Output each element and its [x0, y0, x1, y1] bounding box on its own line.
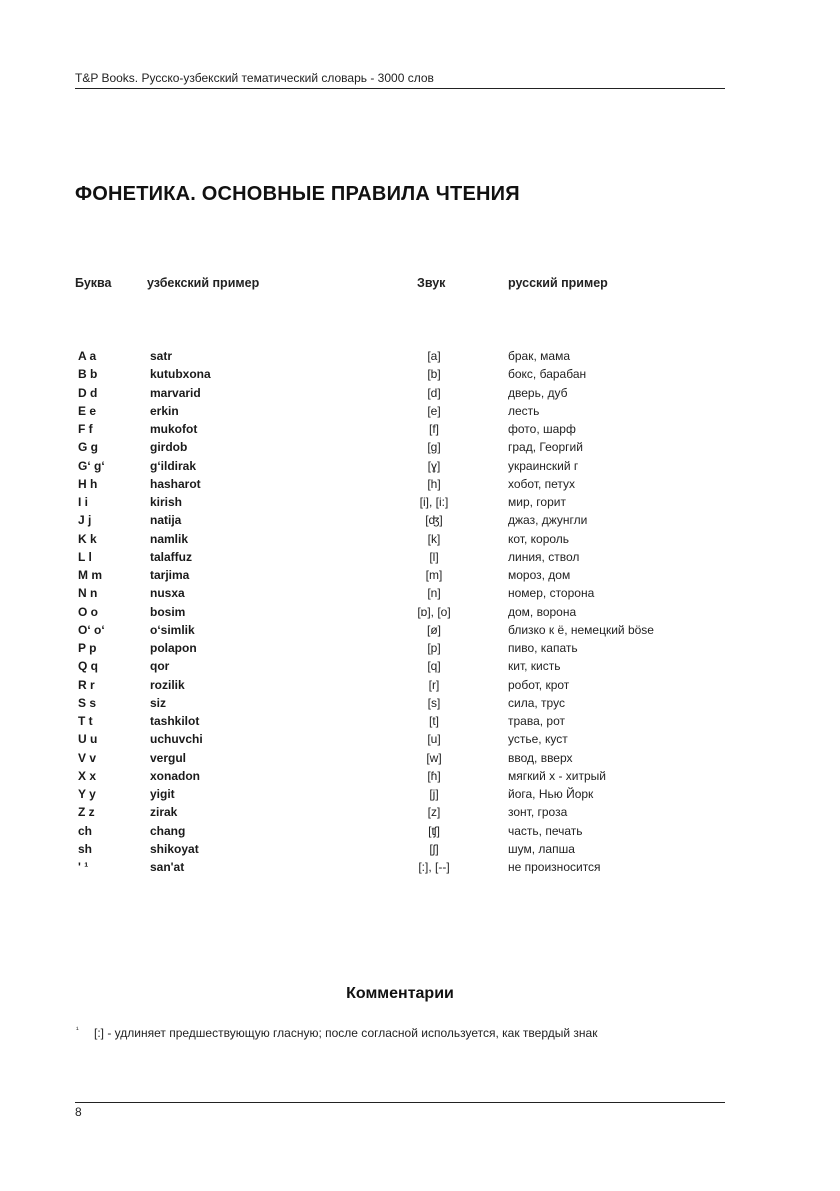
table-row: [0, 365, 840, 383]
letter-cell: ch: [78, 823, 93, 838]
russian-example-cell: бокс, барабан: [508, 367, 587, 382]
table-row: [0, 749, 840, 767]
uzbek-example-cell: bosim: [150, 604, 186, 619]
sound-cell: [a]: [427, 349, 441, 363]
uzbek-example-cell: satr: [150, 349, 173, 363]
letter-cell: Y y: [78, 787, 96, 801]
uzbek-example-cell: shikoyat: [150, 841, 199, 856]
letter-cell: H h: [78, 476, 98, 491]
uzbek-example-cell: tarjima: [150, 568, 190, 582]
letter-cell: sh: [78, 841, 93, 856]
uzbek-example-cell: rozilik: [150, 677, 185, 692]
russian-example-cell: кит, кисть: [508, 659, 561, 674]
uzbek-example-cell: natija: [150, 513, 182, 528]
sound-cell: [g]: [427, 440, 441, 455]
sound-cell: [f]: [428, 422, 439, 436]
russian-example-cell: кот, король: [508, 531, 570, 546]
sound-cell: [ɣ]: [427, 458, 441, 473]
sound-cell: [:], [--]: [418, 860, 450, 874]
table-row: [0, 402, 840, 420]
letter-cell: J j: [78, 513, 92, 528]
letter-cell: G g: [78, 440, 98, 455]
table-row: [0, 511, 840, 529]
russian-example-cell: близко к ё, немецкий böse: [508, 622, 654, 637]
sound-cell: [i], [i:]: [419, 495, 449, 509]
letter-cell: M m: [78, 568, 102, 582]
table-row: [0, 438, 840, 456]
letter-cell: ' ¹: [78, 860, 89, 874]
sound-cell: [ɦ]: [427, 768, 441, 783]
phonetics-table: [0, 347, 840, 876]
uzbek-example-cell: marvarid: [150, 385, 201, 400]
letter-cell: T t: [78, 714, 93, 728]
footer-rule: [75, 1102, 725, 1103]
letter-cell: K k: [78, 531, 97, 546]
table-row: [0, 676, 840, 694]
table-row: [0, 384, 840, 402]
russian-example-cell: сила, трус: [508, 695, 565, 710]
column-header-russian-example: русский пример: [508, 276, 608, 290]
letter-cell: P p: [78, 641, 97, 655]
letter-cell: F f: [78, 422, 93, 436]
sound-cell: [h]: [427, 476, 441, 491]
sound-cell: [j]: [429, 787, 439, 801]
sound-cell: [w]: [426, 750, 442, 765]
russian-example-cell: йога, Нью Йорк: [508, 787, 594, 801]
sound-cell: [e]: [427, 403, 441, 418]
letter-cell: E e: [78, 403, 97, 418]
uzbek-example-cell: erkin: [150, 403, 179, 418]
table-row: [0, 803, 840, 821]
russian-example-cell: устье, куст: [508, 732, 568, 747]
uzbek-example-cell: xonadon: [150, 768, 200, 783]
russian-example-cell: брак, мама: [508, 349, 570, 363]
column-header-uzbek-example: узбекский пример: [147, 276, 260, 290]
uzbek-example-cell: chang: [150, 823, 186, 838]
sound-cell: [m]: [425, 568, 443, 582]
sound-cell: [ɒ], [o]: [417, 604, 451, 619]
letter-cell: I i: [78, 495, 89, 509]
letter-cell: Z z: [78, 805, 95, 820]
column-header-sound: Звук: [417, 276, 446, 290]
letter-cell: R r: [78, 677, 95, 692]
sound-cell: [ø]: [427, 622, 441, 637]
letter-cell: G‘ g‘: [78, 458, 105, 473]
uzbek-example-cell: tashkilot: [150, 714, 200, 728]
russian-example-cell: линия, ствол: [508, 549, 580, 564]
header-rule: [75, 88, 725, 89]
table-row: [0, 785, 840, 803]
letter-cell: L l: [78, 549, 92, 564]
russian-example-cell: фото, шарф: [508, 422, 576, 436]
russian-example-cell: зонт, гроза: [508, 805, 568, 820]
table-row: [0, 767, 840, 785]
uzbek-example-cell: hasharot: [150, 476, 201, 491]
letter-cell: O o: [78, 604, 98, 619]
table-row: [0, 840, 840, 858]
russian-example-cell: мягкий х - хитрый: [508, 768, 606, 783]
russian-example-cell: шум, лапша: [508, 841, 575, 856]
uzbek-example-cell: girdob: [150, 440, 188, 455]
uzbek-example-cell: namlik: [150, 531, 189, 546]
uzbek-example-cell: o‘simlik: [150, 622, 195, 637]
column-header-letter: Буква: [75, 276, 112, 290]
russian-example-cell: робот, крот: [508, 677, 570, 692]
uzbek-example-cell: g‘ildirak: [150, 458, 197, 473]
sound-cell: [p]: [427, 641, 441, 655]
letter-cell: D d: [78, 385, 98, 400]
russian-example-cell: часть, печать: [508, 823, 583, 838]
uzbek-example-cell: nusxa: [150, 586, 185, 601]
russian-example-cell: хобот, петух: [508, 476, 576, 491]
sound-cell: [b]: [427, 367, 441, 382]
uzbek-example-cell: talaffuz: [150, 549, 192, 564]
table-row: [0, 822, 840, 840]
russian-example-cell: джаз, джунгли: [508, 513, 588, 528]
letter-cell: N n: [78, 586, 98, 601]
russian-example-cell: лесть: [508, 403, 540, 418]
sound-cell: [t]: [428, 714, 439, 728]
table-row: [0, 639, 840, 657]
letter-cell: Q q: [78, 659, 98, 674]
russian-example-cell: мир, горит: [508, 495, 566, 509]
footnote-text: [:] - удлиняет предшествующую гласную; после согласной используется, как твердый знак: [94, 1026, 598, 1040]
table-row: [0, 347, 840, 365]
table-row: [0, 548, 840, 566]
russian-example-cell: трава, рот: [508, 714, 566, 728]
table-row: [0, 712, 840, 730]
sound-cell: [u]: [427, 732, 441, 747]
table-row: [0, 603, 840, 621]
sound-cell: [ʃ]: [429, 841, 439, 856]
russian-example-cell: украинский г: [508, 458, 579, 473]
sound-cell: [q]: [427, 659, 441, 674]
table-row: [0, 493, 840, 511]
russian-example-cell: дом, ворона: [508, 604, 577, 619]
russian-example-cell: не произносится: [508, 860, 601, 874]
uzbek-example-cell: mukofot: [150, 422, 198, 436]
table-row: [0, 566, 840, 584]
uzbek-example-cell: kirish: [150, 495, 183, 509]
russian-example-cell: ввод, вверх: [508, 750, 573, 765]
sound-cell: [r]: [428, 677, 440, 692]
letter-cell: X x: [78, 768, 97, 783]
comments-title: Комментарии: [346, 985, 454, 1002]
table-row: [0, 457, 840, 475]
letter-cell: V v: [78, 750, 97, 765]
uzbek-example-cell: yigit: [150, 787, 175, 801]
russian-example-cell: град, Георгий: [508, 440, 583, 455]
running-header: T&P Books. Русско-узбекский тематический словарь - 3000 слов: [75, 71, 434, 85]
letter-cell: O‘ o‘: [78, 622, 105, 637]
uzbek-example-cell: polapon: [150, 641, 197, 655]
table-row: [0, 475, 840, 493]
uzbek-example-cell: vergul: [150, 750, 187, 765]
sound-cell: [z]: [427, 805, 441, 820]
letter-cell: A a: [78, 349, 97, 363]
table-row: [0, 530, 840, 548]
table-row: [0, 657, 840, 675]
uzbek-example-cell: san'at: [150, 860, 185, 874]
russian-example-cell: номер, сторона: [508, 586, 595, 601]
page-number: 8: [75, 1105, 82, 1119]
russian-example-cell: дверь, дуб: [508, 385, 568, 400]
table-row: [0, 858, 840, 876]
page-title: ФОНЕТИКА. ОСНОВНЫЕ ПРАВИЛА ЧТЕНИЯ: [75, 183, 520, 205]
sound-cell: [ʤ]: [425, 513, 443, 528]
sound-cell: [k]: [427, 531, 441, 546]
sound-cell: [s]: [427, 695, 441, 710]
uzbek-example-cell: qor: [150, 659, 170, 674]
letter-cell: B b: [78, 367, 98, 382]
sound-cell: [n]: [427, 586, 441, 601]
table-row: [0, 694, 840, 712]
uzbek-example-cell: kutubxona: [150, 367, 211, 382]
sound-cell: [l]: [429, 549, 439, 564]
letter-cell: U u: [78, 732, 98, 747]
footnote-mark: ¹: [76, 1025, 79, 1034]
sound-cell: [d]: [427, 385, 441, 400]
uzbek-example-cell: zirak: [150, 805, 178, 820]
table-row: [0, 584, 840, 602]
sound-cell: [ʧ]: [428, 823, 440, 838]
table-row: [0, 730, 840, 748]
russian-example-cell: мороз, дом: [508, 568, 571, 582]
table-row: [0, 621, 840, 639]
uzbek-example-cell: uchuvchi: [150, 732, 203, 747]
russian-example-cell: пиво, капать: [508, 641, 578, 655]
letter-cell: S s: [78, 695, 97, 710]
table-row: [0, 420, 840, 438]
uzbek-example-cell: siz: [150, 695, 167, 710]
